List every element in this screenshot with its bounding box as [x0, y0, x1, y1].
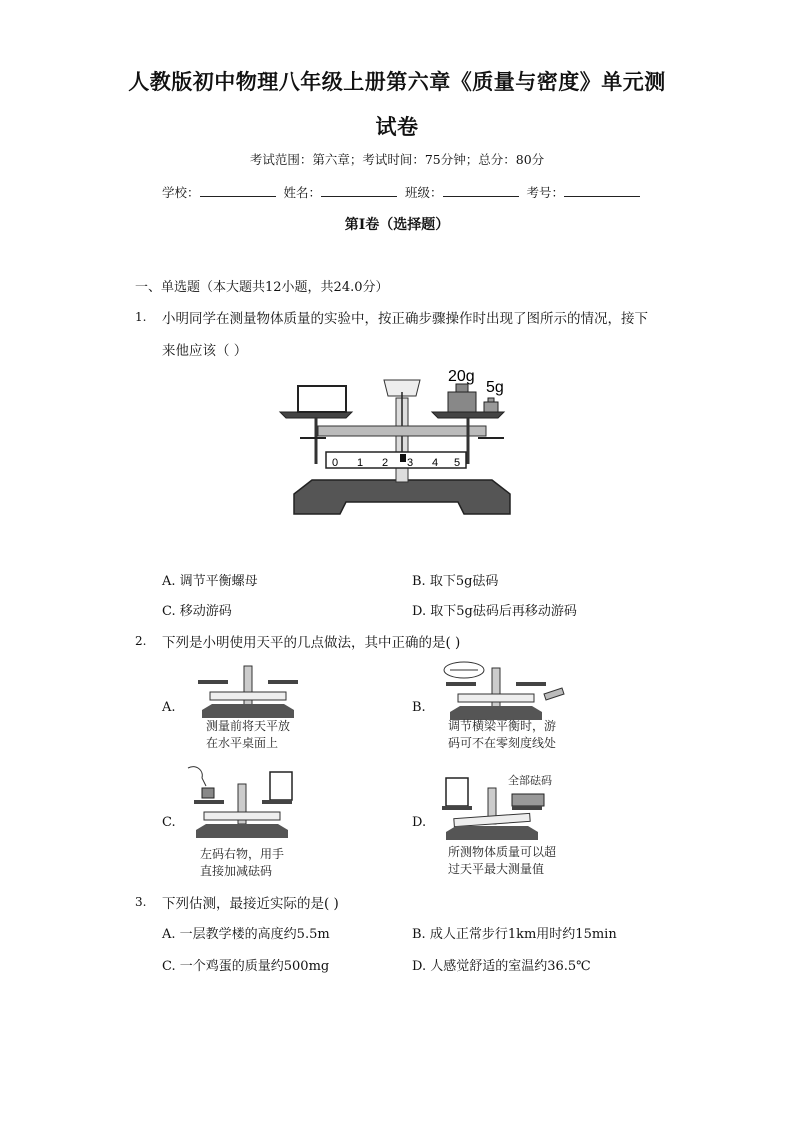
q2-option-b-letter[interactable]: B. — [412, 700, 426, 715]
q3-option-b[interactable]: B. 成人正常步行1km用时约15min — [412, 927, 617, 942]
balance-figure-q2c — [186, 764, 298, 840]
question-3-stem: 下列估测，最接近实际的是( ) — [162, 896, 339, 912]
rider — [400, 454, 406, 462]
scale-tick-1: 1 — [357, 457, 364, 469]
balance-figure-q1 — [272, 368, 532, 528]
balance-base — [294, 480, 510, 514]
q1-option-d[interactable]: D. 取下5g砝码后再移动游码 — [412, 604, 577, 619]
page-title-line2: 试卷 — [375, 115, 419, 139]
q2-option-c-caption: 左码右物，用手 直接加减砝码 — [200, 847, 285, 878]
exam-number-label: 考号： — [526, 185, 565, 200]
scale-tick-2: 2 — [382, 457, 389, 469]
question-1-number: 1. — [135, 310, 147, 324]
weight-5g-label: 5g — [486, 379, 504, 396]
q3-option-d[interactable]: D. 人感觉舒适的室温约36.5℃ — [412, 959, 591, 974]
name-field[interactable] — [321, 184, 397, 197]
q2-option-d-caption: 所测物体质量可以超 过天平最大测量值 — [448, 845, 557, 876]
scale-tick-4: 4 — [432, 457, 439, 469]
balance-figure-q2d — [436, 774, 556, 840]
right-pan — [432, 412, 504, 418]
q2-option-d-letter[interactable]: D. — [412, 815, 427, 830]
name-label: 姓名： — [283, 185, 322, 200]
q3-option-a[interactable]: A. 一层教学楼的高度约5.5m — [162, 927, 330, 942]
balance-figure-q2a — [192, 662, 304, 720]
question-2-stem: 下列是小明使用天平的几点做法，其中正确的是( ) — [162, 635, 461, 651]
q1-option-b[interactable]: B. 取下5g砝码 — [412, 574, 499, 589]
scale-tick-0: 0 — [332, 457, 339, 469]
q2-option-a-caption: 测量前将天平放 在水平桌面上 — [206, 719, 291, 750]
question-2-number: 2. — [135, 634, 147, 648]
student-info-fields — [162, 183, 644, 201]
weight-5g — [484, 402, 498, 412]
q2-option-c-letter[interactable]: C. — [162, 815, 176, 830]
class-field[interactable] — [443, 184, 519, 197]
q2-option-d-weights-label: 全部砝码 — [508, 774, 552, 787]
weight-20g — [448, 392, 476, 412]
volume-title: 第I卷（选择题） — [344, 217, 450, 233]
q2-option-b-caption: 调节横梁平衡时，游 码可不在零刻度线处 — [448, 719, 557, 750]
section-title: 一、单选题（本大题共12小题，共24.0分） — [135, 280, 389, 295]
class-label: 班级： — [405, 185, 443, 200]
balance-figure-q2b — [440, 658, 568, 722]
school-field[interactable] — [200, 184, 276, 197]
question-1-stem-line1: 小明同学在测量物体质量的实验中，按正确步骤操作时出现了图所示的情况，接下 — [162, 311, 648, 327]
question-1-stem-line2: 来他应该（ ） — [162, 343, 248, 359]
q3-option-c[interactable]: C. 一个鸡蛋的质量约500mg — [162, 959, 330, 974]
q1-option-a[interactable]: A. 调节平衡螺母 — [162, 574, 258, 589]
weight-20g-label: 20g — [448, 368, 475, 385]
question-3-number: 3. — [135, 895, 147, 909]
balance-beam — [318, 426, 486, 436]
exam-number-field[interactable] — [564, 184, 640, 197]
object-block — [298, 386, 346, 412]
school-label: 学校： — [162, 185, 200, 200]
page-title-line1: 人教版初中物理八年级上册第六章《质量与密度》单元测 — [128, 70, 666, 94]
exam-info: 考试范围：第六章；考试时间：75分钟；总分：80分 — [249, 152, 545, 167]
scale-bar — [326, 452, 466, 468]
q1-option-c[interactable]: C. 移动游码 — [162, 604, 232, 619]
scale-tick-3: 3 — [407, 457, 414, 469]
q2-option-a-letter[interactable]: A. — [162, 700, 176, 715]
scale-tick-5: 5 — [454, 457, 461, 469]
